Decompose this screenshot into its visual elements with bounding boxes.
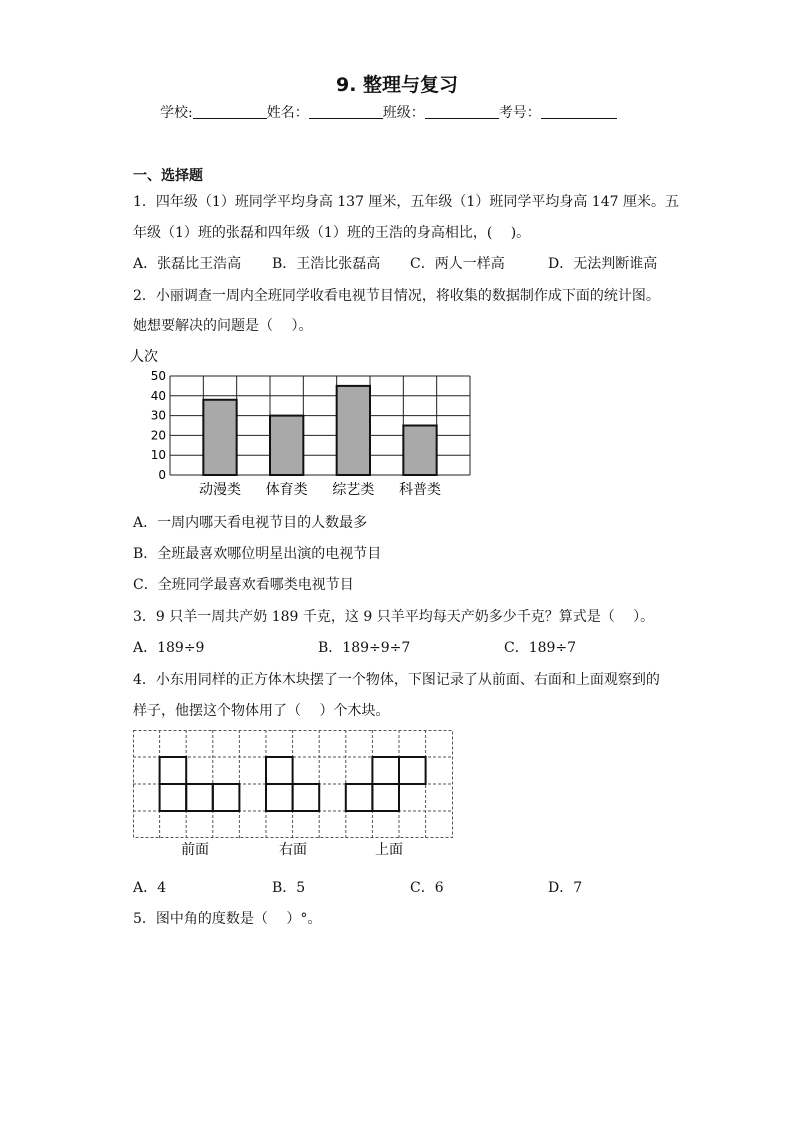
three-views-diagram: [133, 730, 455, 860]
q3-option-a[interactable]: A．189÷9: [133, 640, 205, 656]
school-blank[interactable]: [193, 104, 267, 119]
section-heading: 一、选择题: [133, 168, 203, 184]
q4-line1: 4．小东用同样的正方体木块摆了一个物体，下图记录了从前面、右面和上面观察到的: [133, 672, 660, 688]
student-info-line: [160, 102, 617, 122]
q1-option-c[interactable]: C．两人一样高: [410, 256, 505, 272]
q4-option-a[interactable]: A．4: [133, 880, 167, 896]
y-tick-label: 40: [150, 388, 166, 403]
school-label: 学校:: [160, 105, 193, 121]
q2-line1: 2．小丽调查一周内全班同学收看电视节目情况，将收集的数据制作成下面的统计图。: [133, 288, 660, 304]
number-label: 考号：: [498, 105, 541, 121]
bar-1: [203, 400, 236, 475]
q2-option-b[interactable]: B．全班最喜欢哪位明星出演的电视节目: [133, 546, 382, 562]
q4-option-d[interactable]: D．7: [548, 880, 583, 896]
x-category-label: 综艺类: [332, 482, 375, 498]
x-category-label: 科普类: [399, 482, 441, 498]
class-blank[interactable]: [425, 104, 499, 119]
y-tick-label: 30: [150, 408, 166, 423]
y-tick-label: 10: [150, 448, 166, 463]
q1-line1: 1．四年级（1）班同学平均身高 137 厘米，五年级（1）班同学平均身高 147 厘米。五: [133, 194, 679, 210]
q1-option-d[interactable]: D．无法判断谁高: [548, 256, 658, 272]
x-category-label: 体育类: [265, 482, 308, 498]
tv-program-bar-chart: [120, 340, 480, 505]
name-label: 姓名：: [266, 105, 309, 121]
q4-option-c[interactable]: C．6: [410, 880, 444, 896]
y-axis-label: 人次: [130, 349, 158, 365]
q1-option-a[interactable]: A．张磊比王浩高: [133, 256, 242, 272]
x-category-label: 动漫类: [199, 482, 241, 498]
name-blank[interactable]: [309, 104, 383, 119]
q2-option-a[interactable]: A．一周内哪天看电视节目的人数最多: [133, 515, 368, 531]
q4-option-b[interactable]: B．5: [272, 880, 306, 896]
q2-option-c[interactable]: C．全班同学最喜欢看哪类电视节目: [133, 577, 354, 593]
number-blank[interactable]: [541, 104, 617, 119]
right-view-shape: [266, 757, 319, 811]
view-label-right: 右面: [279, 842, 307, 858]
front-view-shape: [160, 757, 240, 811]
q3-option-b[interactable]: B．189÷9÷7: [318, 640, 411, 656]
view-label-top: 上面: [375, 842, 403, 858]
y-tick-label: 50: [150, 369, 166, 383]
q3-option-c[interactable]: C．189÷7: [504, 640, 577, 656]
q3-line1: 3．9 只羊一周共产奶 189 千克，这 9 只羊平均每天产奶多少千克？算式是（ ）。: [133, 609, 655, 625]
y-tick-label: 0: [158, 468, 166, 482]
q4-line2: 样子，他摆这个物体用了（ ）个木块。: [133, 703, 390, 719]
top-view-shape: [346, 757, 426, 811]
view-label-front: 前面: [181, 842, 209, 858]
q1-line2: 年级（1）班的张磊和四年级（1）班的王浩的身高相比，( )。: [133, 225, 531, 241]
class-label: 班级：: [382, 105, 425, 121]
bar-2: [270, 416, 303, 475]
page-title: 9. 整理与复习: [335, 74, 459, 96]
y-tick-label: 20: [150, 428, 166, 443]
bar-4: [403, 426, 436, 476]
q5-line1: 5．图中角的度数是（ ）°。: [133, 911, 322, 927]
q1-option-b[interactable]: B．王浩比张磊高: [272, 256, 381, 272]
bar-3: [337, 386, 370, 475]
q2-line2: 她想要解决的问题是（ ）。: [133, 318, 313, 334]
